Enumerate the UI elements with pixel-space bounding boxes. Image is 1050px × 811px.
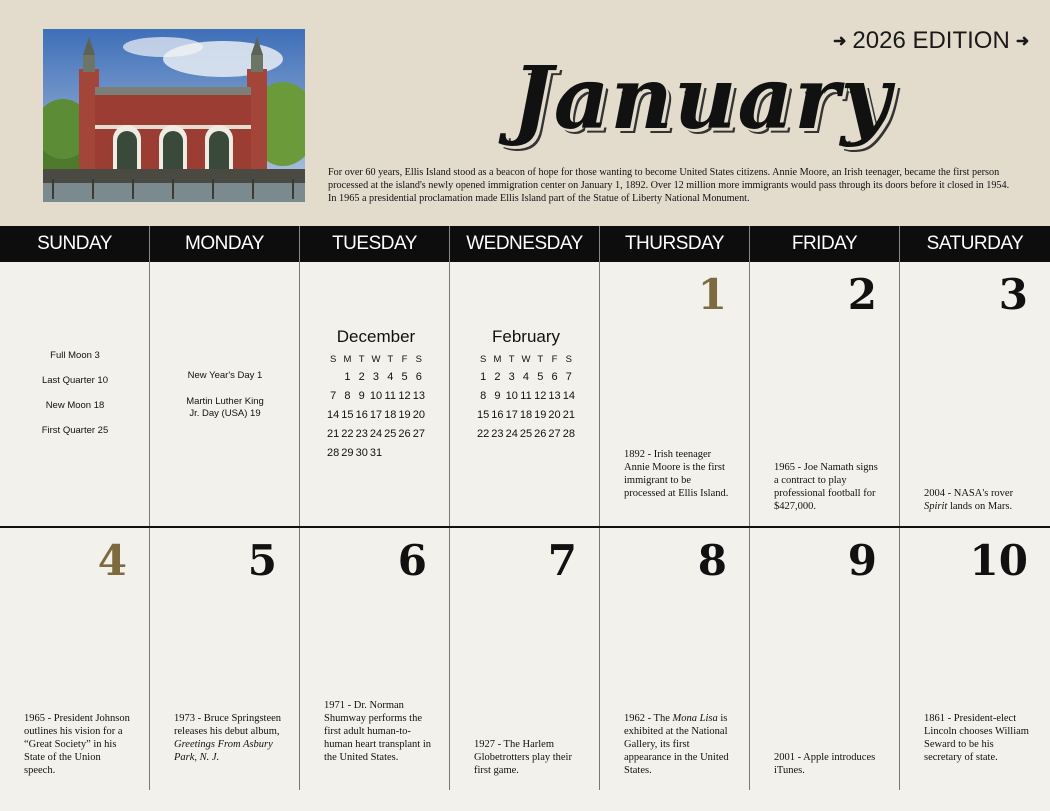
day-number: 7 [547,536,577,585]
weekday-friday: FRIDAY [750,226,900,262]
moon-phase-last: Last Quarter 10 [41,375,108,386]
day-cell-2 [750,262,900,526]
moon-phase-first: First Quarter 25 [41,425,109,436]
mini-calendar-february [476,326,576,443]
weekday-monday: MONDAY [150,226,300,262]
month-title: January [512,48,892,149]
mini-calendar-title: December [336,327,416,346]
day-number: 10 [969,536,1028,585]
week-row-1 [0,262,1050,526]
mini-calendar-title: February [491,327,561,346]
day-event: 1965 - President Johnson outlines his vision for a “Great Society” in his State of the Union speech. [24,713,130,776]
holidays-list [150,370,300,420]
holiday-mlk: Martin Luther King Jr. Day (USA) 19 [186,396,264,419]
day-cell-1 [600,262,750,526]
day-event: 1962 - The Mona Lisa is exhibited at the National Gallery, its first appearance in the United States. [624,713,729,776]
day-event: 1971 - Dr. Norman Shumway performs the first adult human-to-human heart transplant in the United States. [324,700,432,763]
day-cell-9 [750,528,900,790]
day-event: 1927 - The Harlem Globetrotters play their first game. [474,739,572,776]
day-number: 5 [247,536,277,585]
edition-text: 2026 EDITION [852,27,1010,54]
day-cell-6 [300,528,450,790]
moon-phases [0,350,150,450]
day-cell-8 [600,528,750,790]
day-number: 2 [847,270,877,319]
holiday-new-year: New Year's Day 1 [187,370,263,381]
day-cell-10 [900,528,1050,790]
tuesday-cell-blank [300,262,450,526]
day-event: 1973 - Bruce Springsteen releases his debut album, Greetings From Asbury Park, N. J. [174,713,282,763]
mini-calendar-december [326,326,426,462]
monday-cell-blank [150,262,300,526]
moon-phase-new: New Moon 18 [45,400,105,411]
moon-phase-full: Full Moon 3 [50,350,100,361]
day-cell-5 [150,528,300,790]
arrow-right-icon: ➜ [833,33,847,50]
day-event: 2001 - Apple introduces iTunes. [774,752,876,776]
sunday-cell-blank [0,262,150,526]
day-cell-4 [0,528,150,790]
calendar-header [0,0,1050,226]
day-cell-3 [900,262,1050,526]
day-event: 1965 - Joe Namath signs a contract to play professional football for $427,000. [774,462,878,512]
day-number: 8 [697,536,727,585]
weekday-tuesday: TUESDAY [300,226,450,262]
weekday-header [0,226,1050,262]
day-event: 1892 - Irish teenager Annie Moore is the first immigrant to be processed at Ellis Island. [624,449,729,499]
weekday-saturday: SATURDAY [926,233,1024,254]
day-event: 1861 - President-elect Lincoln chooses William Seward to be his secretary of state. [924,713,1029,763]
day-event: 2004 - NASA's rover Spirit lands on Mars. [924,488,1014,512]
mini-calendar-grid: S M T W T F S 1 2 3 4 5 6 7 8 9 10 11 12 13 14 15 16 17 18 19 20 21 22 23 24 25 26 27 28 [477,353,575,440]
intro-paragraph: For over 60 years, Ellis Island stood as a beacon of hope for those wanting to become United States citizens. Annie Moore, an Irish teenager, became the first person processed at the island's newly opened immigration center on January 1, 1892. Over 12 million more immigrants would pass through its doors before it closed in 1954. In 1965 a presidential proclamation made Ellis Island part of the Statue of Liberty National Monument. [328,167,1010,204]
week-row-2 [0,528,1050,790]
day-number: 3 [998,270,1028,319]
arrow-left-icon: ➜ [1015,33,1030,50]
day-number: 9 [847,536,877,585]
weekday-wednesday: WEDNESDAY [450,226,600,262]
mini-calendar-grid: S M T W T F S 1 2 3 4 5 6 7 8 9 10 11 12 13 14 15 16 17 18 19 20 21 22 23 24 25 26 27 28 29 30 31 [327,353,425,459]
weekday-thursday: THURSDAY [600,226,750,262]
day-number: 1 [697,270,727,319]
ellis-island-photo [43,29,305,202]
day-number: 4 [97,536,127,585]
wednesday-cell-blank [450,262,600,526]
weekday-sunday: SUNDAY [0,226,150,262]
day-cell-7 [450,528,600,790]
day-number: 6 [397,536,427,585]
